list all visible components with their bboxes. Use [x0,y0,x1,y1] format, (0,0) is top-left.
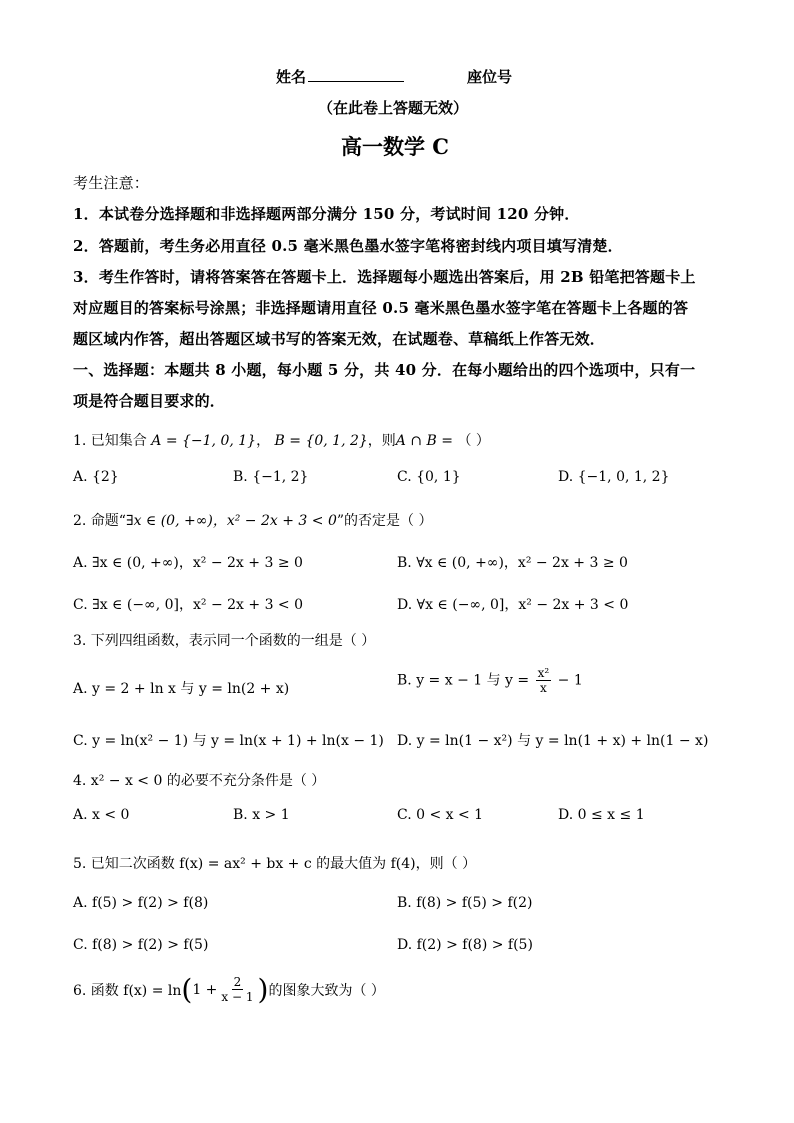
q2-option-c[interactable]: C. ∃x ∈ (−∞, 0]，x² − 2x + 3 < 0 [73,597,304,613]
q4-option-b[interactable]: B. x > 1 [233,807,290,823]
q5-option-c[interactable]: C. f(8) > f(2) > f(5) [73,937,209,953]
notice-item-2: 2．答题前，考生务必用直径 0.5 毫米黑色墨水签字笔将密封线内项目填写清楚． [73,237,623,255]
q5-option-b[interactable]: B. f(8) > f(5) > f(2) [397,895,533,911]
q3-option-b-denominator: x [540,681,547,695]
q6-numerator: 2 [233,975,242,989]
notice-heading: 考生注意： [73,174,150,192]
q1-option-a[interactable]: A. {2} [73,469,119,485]
notice-item-1: 1．本试卷分选择题和非选择题两部分满分 150 分，考试时间 120 分钟． [73,205,580,223]
q5-option-d[interactable]: D. f(2) > f(8) > f(5) [397,937,533,953]
q3-option-b-post: − 1 [557,672,583,689]
q1-paren: （ ） [457,433,490,449]
q3-option-b-numerator: x² [537,666,550,680]
q2-suffix: ”的否定是（ ） [336,513,433,529]
q4-option-a[interactable]: A. x < 0 [73,807,130,823]
question-5: 5. 已知二次函数 f(x) = ax² + bx + c 的最大值为 f(4)，则（ ） [73,856,477,872]
q6-pre: 6. 函数 f(x) = ln [73,982,182,999]
section1-line2: 项是符合题目要求的． [73,392,226,410]
page-title: 高一数学 C [341,134,450,159]
q3-option-b-fraction [536,666,552,695]
q1-mid: ，则 [367,433,396,449]
q6-post: 的图象大致为（ ） [268,982,385,999]
notice-item-3: 3．考生作答时，请将答案答在答题卡上．选择题每小题选出答案后，用 2B 铅笔把答题卡上 [73,268,696,286]
q3-option-a[interactable]: A. y = 2 + ln x 与 y = ln(2 + x) [73,681,290,697]
q3-option-c[interactable]: C. y = ln(x² − 1) 与 y = ln(x + 1) + ln(x − 1) [73,733,384,749]
q1-prefix: 1. 已知集合 [73,433,147,449]
name-field [276,66,404,87]
q3-option-b[interactable] [397,666,583,695]
q6-right-paren: ) [257,972,269,1006]
q5-option-a[interactable]: A. f(5) > f(2) > f(8) [73,895,209,911]
q1-sep: ， [256,433,271,449]
q1-option-d[interactable]: D. {−1, 0, 1, 2} [558,469,670,485]
q2-option-b[interactable]: B. ∀x ∈ (0, +∞)，x² − 2x + 3 ≥ 0 [397,555,628,571]
q1-set-a: A = {−1, 0, 1} [151,433,257,449]
question-1 [73,430,490,450]
q1-expr: A ∩ B = [395,433,454,449]
question-4: 4. x² − x < 0 的必要不充分条件是（ ） [73,773,326,789]
q6-inner: 1 + [192,981,218,998]
seat-label: 座位号 [467,68,513,86]
q1-option-c[interactable]: C. {0, 1} [397,469,461,485]
q6-fraction [219,975,255,1004]
q2-option-d[interactable]: D. ∀x ∈ (−∞, 0]，x² − 2x + 3 < 0 [397,597,629,613]
q1-option-b[interactable]: B. {−1, 2} [233,469,309,485]
q6-denominator: x − 1 [221,990,254,1004]
q3-option-b-pre: B. y = x − 1 与 y = [397,672,530,689]
q1-set-b: B = {0, 1, 2} [274,433,368,449]
q6-left-paren: ( [181,972,193,1006]
q2-expr: ∃x ∈ (0, +∞)，x² − 2x + 3 < 0 [125,513,337,529]
q4-option-d[interactable]: D. 0 ≤ x ≤ 1 [558,807,645,823]
q2-prefix: 2. 命题“ [73,513,126,529]
invalid-note: （在此卷上答题无效） [318,99,469,117]
name-blank [308,67,404,82]
section1-line1: 一、选择题：本题共 8 小题，每小题 5 分，共 40 分．在每小题给出的四个选项中，只有一 [73,361,696,379]
q2-option-a[interactable]: A. ∃x ∈ (0, +∞)，x² − 2x + 3 ≥ 0 [73,555,303,571]
question-2 [73,510,432,530]
q4-option-c[interactable]: C. 0 < x < 1 [397,807,484,823]
question-6 [73,972,385,1006]
q3-option-d[interactable]: D. y = ln(1 − x²) 与 y = ln(1 + x) + ln(1 − x) [397,733,709,749]
notice-item-3-cont-2: 题区域内作答，超出答题区域书写的答案无效，在试题卷、草稿纸上作答无效． [73,330,606,348]
question-3: 3. 下列四组函数，表示同一个函数的一组是（ ） [73,633,376,649]
notice-item-3-cont-1: 对应题目的答案标号涂黑；非选择题请用直径 0.5 毫米黑色墨水签字笔在答题卡上各题的答 [73,299,689,317]
name-label: 姓名 [276,68,307,86]
